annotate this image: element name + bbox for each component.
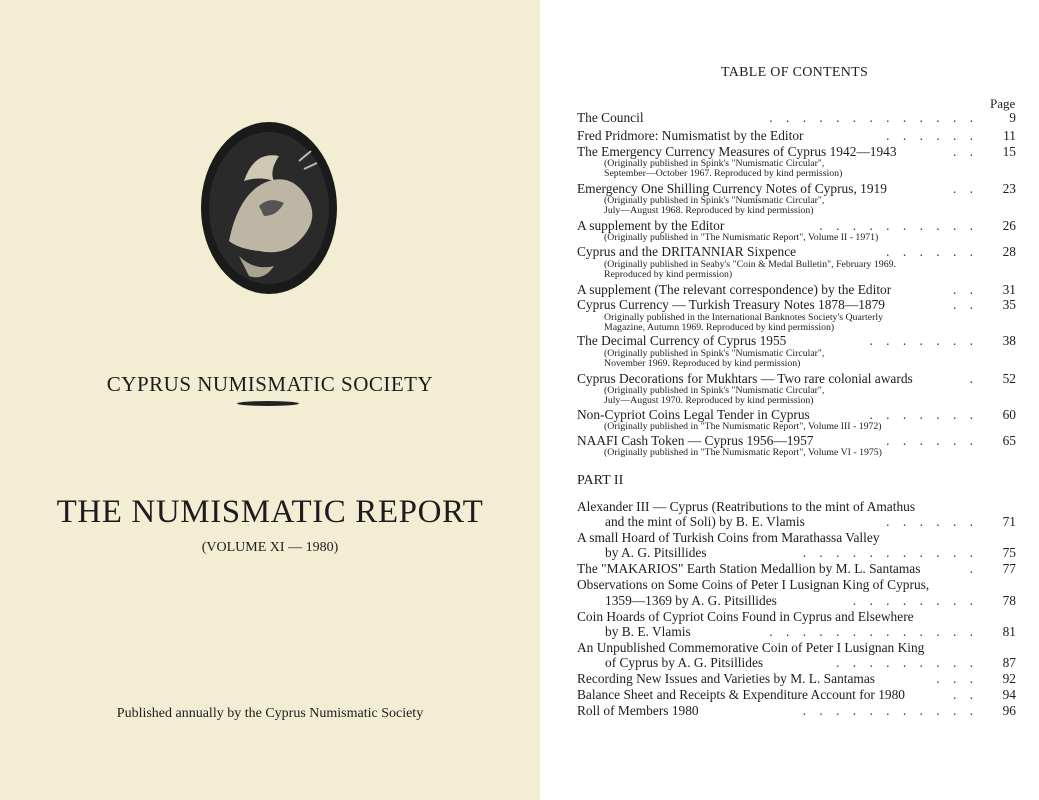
leader-dots: . . . . . . . . . [836, 655, 978, 670]
toc-entry-page: 15 [1002, 144, 1016, 159]
toc-entry-title: A supplement (The relevant correspondence) by the Editor [577, 282, 892, 297]
publication-note: (Originally published in Spink's "Numismatic Circular", [604, 348, 825, 359]
toc-entry[interactable] [577, 181, 1022, 196]
toc-entry[interactable] [577, 282, 1022, 297]
publication-note: Reproduced by kind permission) [604, 269, 733, 280]
toc-entry-page: 92 [1002, 671, 1016, 686]
leader-dots: . [969, 561, 978, 576]
toc-entry-page: 65 [1002, 433, 1016, 448]
leader-dots: . . . . . . . [869, 407, 978, 422]
publication-note: (Originally published in "The Numismatic Report", Volume III - 1972) [604, 421, 882, 432]
publisher-line: Published annually by the Cyprus Numismatic Society [116, 706, 424, 721]
toc-entry-page: 38 [1002, 333, 1016, 348]
toc-entry-title: Fred Pridmore: Numismatist by the Editor [577, 128, 804, 143]
toc-entry-page: 75 [1002, 545, 1016, 560]
leader-dots: . . . . . . . . . . . [802, 703, 978, 718]
part-heading: PART II [577, 473, 624, 488]
toc-entry-page: 71 [1002, 514, 1016, 529]
divider-ornament [237, 401, 299, 406]
toc-entry[interactable] [577, 577, 1022, 592]
toc-entry-title: The Emergency Currency Measures of Cyprus 1942—1943 [577, 144, 897, 159]
leader-dots: . . [952, 181, 978, 196]
toc-entry[interactable] [577, 218, 1022, 233]
leader-dots: . . . . . . [886, 128, 978, 143]
toc-entry-page: 23 [1002, 181, 1016, 196]
toc-entry-title: A supplement by the Editor [577, 218, 725, 233]
leader-dots: . . . [936, 671, 978, 686]
toc-entry-title: Cyprus Currency — Turkish Treasury Notes 1878—1879 [577, 297, 885, 312]
publication-note: (Originally published in "The Numismatic Report", Volume II - 1971) [604, 232, 879, 243]
toc-entry-title: and the mint of Soli) by B. E. Vlamis [605, 514, 805, 529]
volume-line: (VOLUME XI — 1980) [201, 540, 339, 555]
toc-entry-page: 94 [1002, 687, 1016, 702]
toc-entry-title: by A. G. Pitsillides [605, 545, 707, 560]
leader-dots: . . . . . . [886, 514, 978, 529]
publication-note: September—October 1967. Reproduced by kind permission) [604, 168, 843, 179]
toc-entry-continuation[interactable] [577, 655, 1022, 670]
toc-entry-page: 60 [1002, 407, 1016, 422]
publication-note: (Originally published in Seaby's "Coin & Medal Bulletin", February 1969. [604, 259, 896, 270]
leader-dots: . . . . . . . . . . . . . [769, 624, 978, 639]
publication-note: July—August 1970. Reproduced by kind permission) [604, 395, 814, 406]
leader-dots: . . [952, 144, 978, 159]
toc-entry-page: 96 [1002, 703, 1016, 718]
toc-entry[interactable] [577, 640, 1022, 655]
toc-entry-page: 35 [1002, 297, 1016, 312]
leader-dots: . . . . . . [886, 433, 978, 448]
leader-dots: . . [952, 687, 978, 702]
toc-entry-title: Observations on Some Coins of Peter I Lusignan King of Cyprus, [577, 577, 930, 592]
toc-entry[interactable] [577, 703, 1022, 718]
leader-dots: . . [952, 282, 978, 297]
toc-entry-continuation[interactable] [577, 624, 1022, 639]
toc-entry[interactable] [577, 407, 1022, 422]
toc-entry-page: 78 [1002, 593, 1016, 608]
toc-entry-title: Alexander III — Cyprus (Reatributions to the mint of Amathus [577, 499, 916, 514]
toc-entry-page: 9 [1009, 110, 1016, 125]
toc-entry-title: Non-Cypriot Coins Legal Tender in Cyprus [577, 407, 810, 422]
toc-entry-page: 26 [1002, 218, 1016, 233]
toc-entry[interactable] [577, 433, 1022, 448]
toc-entry-title: The "MAKARIOS" Earth Station Medallion by M. L. Santamas [577, 561, 921, 576]
toc-entry[interactable] [577, 530, 1022, 545]
toc-entry[interactable] [577, 687, 1022, 702]
toc-entry[interactable] [577, 297, 1022, 312]
toc-entry-title: Balance Sheet and Receipts & Expenditure Account for 1980 [577, 687, 905, 702]
toc-entry-title: The Council [577, 110, 644, 125]
toc-entry-continuation[interactable] [577, 514, 1022, 529]
toc-entry-title: A small Hoard of Turkish Coins from Marathassa Valley [577, 530, 880, 545]
report-title: THE NUMISMATIC REPORT [56, 494, 484, 530]
toc-entry[interactable] [577, 333, 1022, 348]
toc-entry-title: NAAFI Cash Token — Cyprus 1956—1957 [577, 433, 814, 448]
leader-dots: . . . . . . . [869, 333, 978, 348]
toc-entry[interactable] [577, 561, 1022, 576]
publication-note: Magazine, Autumn 1969. Reproduced by kind permission) [604, 322, 835, 333]
page-column-heading: Page [990, 96, 1016, 111]
toc-entry-title: The Decimal Currency of Cyprus 1955 [577, 333, 787, 348]
toc-entry-page: 81 [1002, 624, 1016, 639]
leader-dots: . . . . . . . . . . [819, 218, 978, 233]
publication-note: (Originally published in "The Numismatic Report", Volume VI - 1975) [604, 447, 882, 458]
toc-entry[interactable] [577, 144, 1022, 159]
leader-dots: . . [952, 297, 978, 312]
publication-note: Originally published in the International Banknotes Society's Quarterly [604, 312, 884, 323]
toc-entry-title: Cyprus Decorations for Mukhtars — Two rare colonial awards [577, 371, 913, 386]
publication-note: (Originally published in Spink's "Numismatic Circular", [604, 195, 825, 206]
toc-entry-page: 52 [1002, 371, 1016, 386]
toc-entry[interactable] [577, 609, 1022, 624]
toc-entry-continuation[interactable] [577, 545, 1022, 560]
publication-note: (Originally published in Spink's "Numismatic Circular", [604, 385, 825, 396]
toc-entry-title: by B. E. Vlamis [605, 624, 691, 639]
leader-dots: . . . . . . [886, 244, 978, 259]
toc-entry-page: 11 [1003, 128, 1016, 143]
toc-entry-title: Cyprus and the DRITANNIAR Sixpence [577, 244, 797, 259]
society-name: CYPRUS NUMISMATIC SOCIETY [106, 372, 434, 396]
leader-dots: . . . . . . . . [852, 593, 978, 608]
publication-note: (Originally published in Spink's "Numismatic Circular", [604, 158, 825, 169]
toc-entry[interactable] [577, 499, 1022, 514]
toc-entry-title: 1359—1369 by A. G. Pitsillides [605, 593, 777, 608]
leader-dots: . . . . . . . . . . . [802, 545, 978, 560]
toc-entry-title: Recording New Issues and Varieties by M. L. Santamas [577, 671, 876, 686]
coin-image [199, 121, 339, 296]
toc-entry-page: 31 [1002, 282, 1016, 297]
toc-entry-page: 87 [1002, 655, 1016, 670]
toc-entry-title: Coin Hoards of Cypriot Coins Found in Cyprus and Elsewhere [577, 609, 914, 624]
toc-entry[interactable] [577, 371, 1022, 386]
toc-entry-title: of Cyprus by A. G. Pitsillides [605, 655, 764, 670]
toc-entry-title: Roll of Members 1980 [577, 703, 699, 718]
toc-entry[interactable] [577, 244, 1022, 259]
table-of-contents-page [540, 0, 1039, 800]
toc-entry-continuation[interactable] [577, 593, 1022, 608]
toc-entry-title: An Unpublished Commemorative Coin of Peter I Lusignan King [577, 640, 925, 655]
toc-entry-title: Emergency One Shilling Currency Notes of Cyprus, 1919 [577, 181, 887, 196]
leader-dots: . [969, 371, 978, 386]
publication-note: November 1969. Reproduced by kind permission) [604, 358, 801, 369]
toc-entry[interactable] [577, 110, 1022, 125]
leader-dots: . . . . . . . . . . . . . [769, 110, 978, 125]
toc-entry-page: 77 [1002, 561, 1016, 576]
toc-entry[interactable] [577, 128, 1022, 143]
publication-note: July—August 1968. Reproduced by kind permission) [604, 205, 814, 216]
toc-entry-page: 28 [1002, 244, 1016, 259]
toc-heading: TABLE OF CONTENTS [721, 65, 869, 80]
toc-entry[interactable] [577, 671, 1022, 686]
